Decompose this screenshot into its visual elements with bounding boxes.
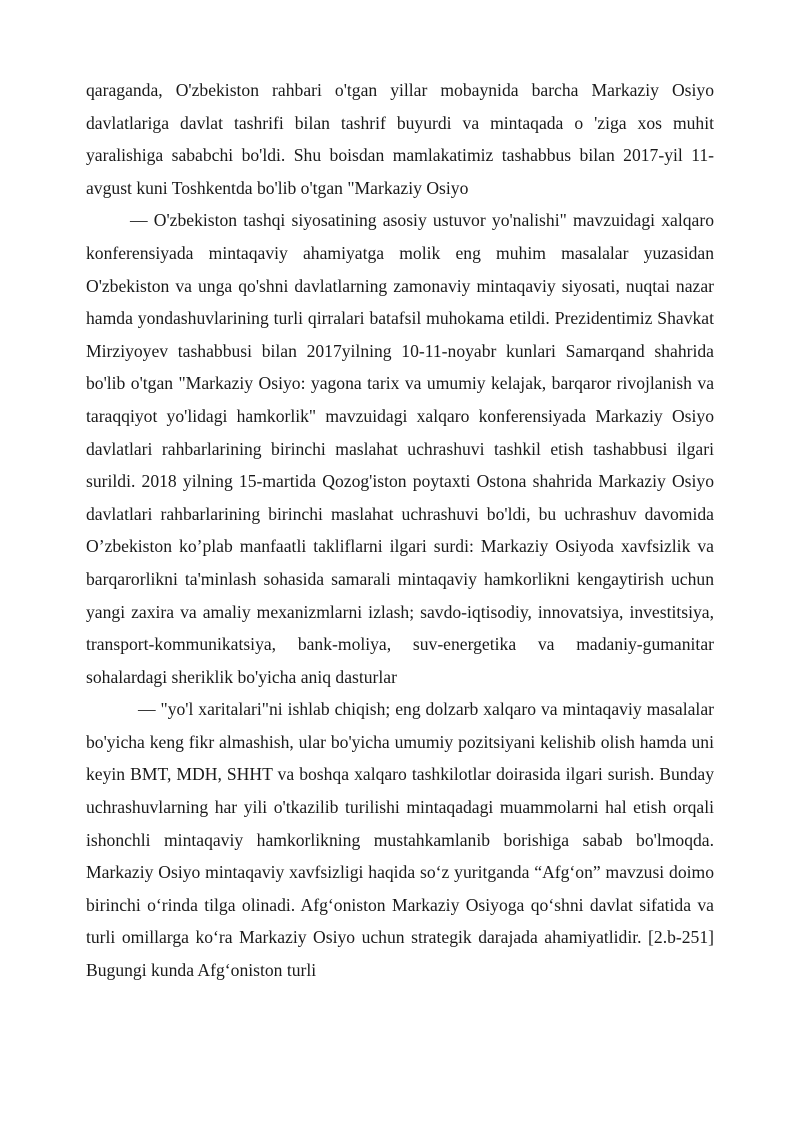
paragraph-3: — "yo'l xaritalari"ni ishlab chiqish; eng dolzarb xalqaro va mintaqaviy masalalar bo'yicha keng fikr almashish, ular bo'yicha umumiy pozitsiyani kelishib olish hamda uni keyin BMT, MDH, SHHT va boshqa xalqaro tashkilotlar doirasida ilgari surish. Bunday uchrashuvlarning har yili o'tkazilib turilishi mintaqadagi muammolarni hal etish orqali ishonchli mintaqaviy hamkorlikning mustahkamlanib borishiga sabab bo'lmoqda. Markaziy Osiyo mintaqaviy xavfsizligi haqida so‘z yuritganda “Afg‘on” mavzusi doimo birinchi o‘rinda tilga olinadi. Afg‘oniston Markaziy Osiyoga qo‘shni davlat sifatida va turli omillarga ko‘ra Markaziy Osiyo uchun strategik darajada ahamiyatlidir. [2.b-251] Bugungi kunda Afg‘oniston turli (86, 699, 714, 981)
document-page (86, 74, 714, 987)
paragraph-2: — O'zbekiston tashqi siyosatining asosiy ustuvor yo'nalishi" mavzuidagi xalqaro konferensiyada mintaqaviy ahamiyatga molik eng muhim masalalar yuzasidan O'zbekiston va unga qo'shni davlatlarning zamonaviy mintaqaviy siyosati, nuqtai nazar hamda yondashuvlarining turli qirralari batafsil muhokama etildi. Prezidentimiz Shavkat Mirziyoyev tashabbusi bilan 2017yilning 10-11-noyabr kunlari Samarqand shahrida bo'lib o'tgan "Markaziy Osiyo: yagona tarix va umumiy kelajak, barqaror rivojlanish va taraqqiyot yo'lidagi hamkorlik" mavzuidagi xalqaro konferensiyada Markaziy Osiyo davlatlari rahbarlarining birinchi maslahat uchrashuvi tashkil etish tashabbusi ilgari surildi. 2018 yilning 15-martida Qozog'iston poytaxti Ostona shahrida Markaziy Osiyo davlatlari rahbarlarining birinchi maslahat uchrashuvi bo'ldi, bu uchrashuv davomida O’zbekiston ko’plab manfaatli takliflarni ilgari surdi: Markaziy Osiyoda xavfsizlik va barqarorlikni ta'minlash sohasida samarali mintaqaviy hamkorlikni kengaytirish uchun yangi zaxira va amaliy mexanizmlarni izlash; savdo-iqtisodiy, innovatsiya, investitsiya, transport-kommunikatsiya, bank-moliya, suv-energetika va madaniy-gumanitar sohalardagi sheriklik bo'yicha aniq dasturlar (86, 210, 714, 687)
paragraph-1: qaraganda, O'zbekiston rahbari o'tgan yillar mobaynida barcha Markaziy Osiyo davlatlariga davlat tashrifi bilan tashrif buyurdi va mintaqada o 'ziga xos muhit yaralishiga sababchi bo'ldi. Shu boisdan mamlakatimiz tashabbus bilan 2017-yil 11-avgust kuni Toshkentda bo'lib o'tgan "Markaziy Osiyo (86, 80, 714, 198)
